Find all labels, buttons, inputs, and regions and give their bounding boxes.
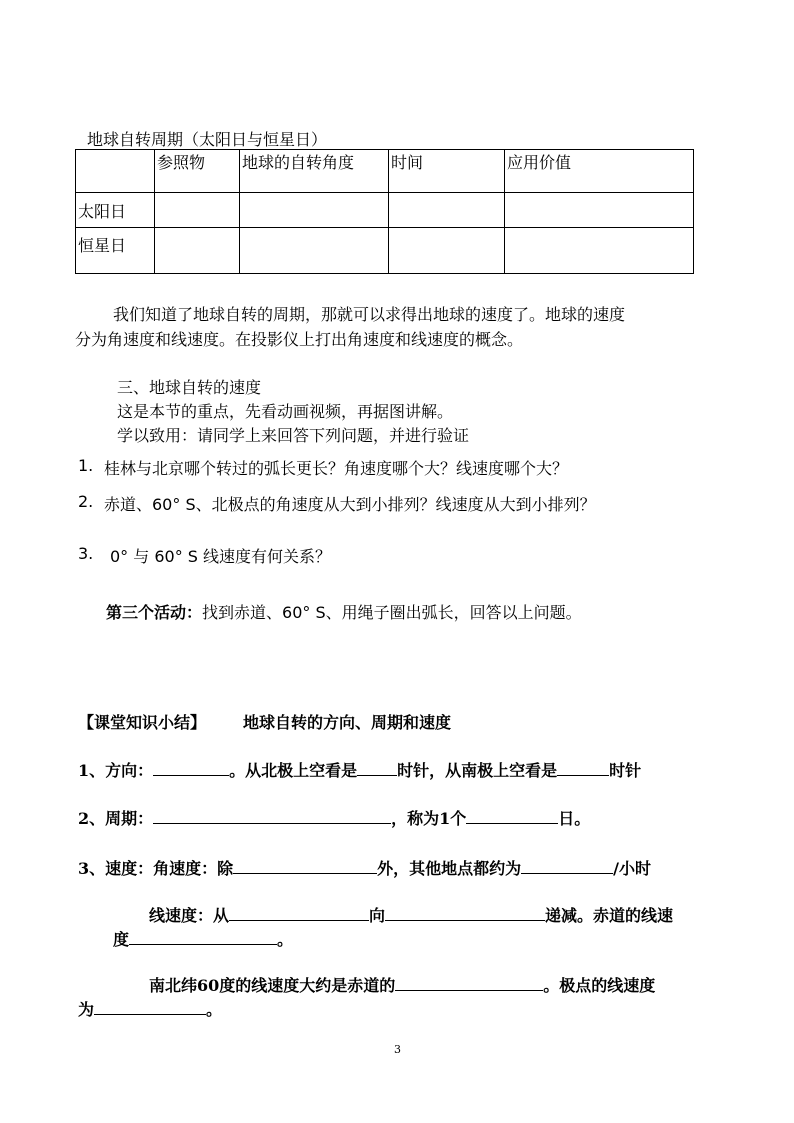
table-cell [389,193,505,228]
latitude-text: 南北纬60度的线速度大约是赤道的 [149,976,396,995]
table-cell [155,193,240,228]
period-end-text: 日。 [558,809,591,828]
table-row [76,193,694,228]
period-called-text: ，称为1个 [391,809,467,828]
linear-decrease-text: 递减。赤道的线速 [545,906,674,925]
question-text: 0° 与 60° S 线速度有何关系？ [110,547,332,566]
pole-label: 为 [78,1000,95,1019]
direction-blank [153,757,229,776]
activity-label: 第三个活动： [106,603,203,622]
pole-text: 。极点的线速度 [543,976,656,995]
summary-direction-line [78,757,641,781]
table-title: 地球自转周期（太阳日与恒星日） [87,130,328,149]
north-blank [357,757,397,776]
table-header-cell: 参照物 [155,150,240,193]
equator-label: 度 [113,930,130,949]
question-text: 赤道、60° S、北极点的角速度从大到小排列？线速度从大到小排列？ [104,495,596,514]
page-number: 3 [394,1043,401,1056]
direction-end-text: 时针 [609,761,642,780]
question-number: 1. [78,456,94,475]
intro-line-1: 我们知道了地球自转的周期，那就可以求得出地球的速度了。地球的速度 [113,305,626,324]
south-blank [557,757,609,776]
table-cell [505,193,694,228]
direction-label: 1、方向： [78,761,154,780]
table-header-cell [76,150,155,193]
table-header-row [76,150,694,193]
linear-label: 线速度：从 [149,906,230,925]
table-cell [240,228,389,274]
summary-latitude-line [149,972,655,996]
latitude-blank [395,972,543,991]
period-blank [153,805,391,824]
angular-blank [521,855,613,874]
speed-other-text: 外，其他地点都约为 [377,859,522,878]
linear-to-text: 向 [369,906,386,925]
table-header-cell: 地球的自转角度 [240,150,389,193]
table-row [76,228,694,274]
table-cell [155,228,240,274]
rotation-period-table [75,149,694,274]
section-heading: 三、地球自转的速度 [117,378,262,397]
question-number: 2. [78,492,94,511]
activity-text: 找到赤道、60° S、用绳子圈出弧长，回答以上问题。 [202,603,582,622]
table-cell: 恒星日 [76,228,155,274]
pole-blank [94,996,206,1015]
section-line-1: 这是本节的重点，先看动画视频，再据图讲解。 [117,402,454,421]
table-header-cell: 时间 [389,150,505,193]
table-cell: 太阳日 [76,193,155,228]
question-number: 3. [78,544,94,563]
equator-blank [129,926,277,945]
summary-heading: 【课堂知识小结】 [78,713,207,732]
summary-pole-line [78,996,222,1020]
from-blank [229,902,369,921]
equator-end: 。 [277,930,294,949]
summary-equator-line [113,926,293,950]
summary-subtitle: 地球自转的方向、周期和速度 [243,713,452,732]
table-cell [389,228,505,274]
except-blank [233,855,377,874]
table-cell [240,193,389,228]
activity-line [106,600,582,623]
question-text: 桂林与北京哪个转过的弧长更长？角速度哪个大？线速度哪个大？ [104,459,569,478]
table-cell [505,228,694,274]
speed-unit-text: /小时 [613,859,652,878]
direction-south-text: 时针，从南极上空看是 [397,761,558,780]
to-blank [385,902,545,921]
summary-linear-line [149,902,673,926]
pole-end: 。 [206,1000,223,1019]
period-label: 2、周期： [78,809,154,828]
speed-label: 3、速度：角速度：除 [78,859,234,878]
intro-line-2: 分为角速度和线速度。在投影仪上打出角速度和线速度的概念。 [75,330,524,349]
summary-speed-line [78,855,651,879]
section-line-2: 学以致用：请同学上来回答下列问题，并进行验证 [117,426,470,445]
direction-north-text: 。从北极上空看是 [229,761,358,780]
table-header-cell: 应用价值 [505,150,694,193]
day-blank [466,805,558,824]
summary-period-line [78,805,590,829]
